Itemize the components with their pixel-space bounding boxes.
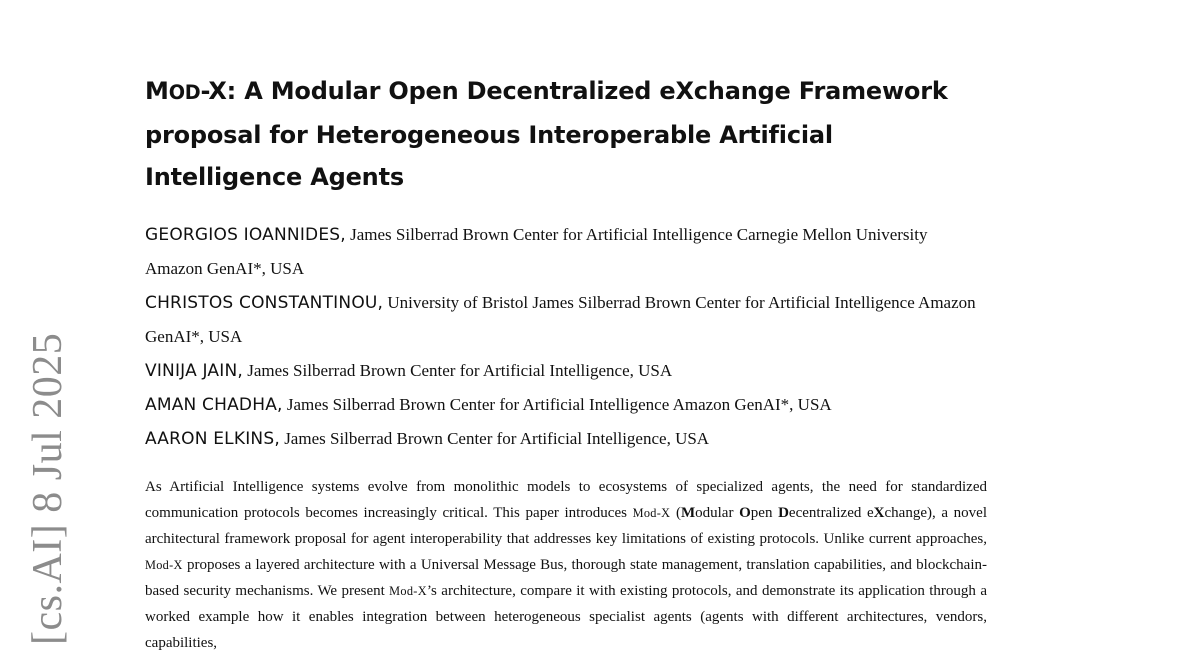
author-affiliation: James Silberrad Brown Center for Artificial Intelligence, USA xyxy=(243,361,673,380)
abstract-text: As Artificial Intelligence systems evolve from monolithic models to ecosystems of specialized agents, the need for standardized communication protocols becomes increasingly critical. This paper introduces xyxy=(145,479,987,521)
author-affiliation: James Silberrad Brown Center for Artificial Intelligence, USA xyxy=(279,429,710,448)
author-name: GEORGIOS IOANNIDES, xyxy=(145,225,346,245)
abstract-text: ecentralized e xyxy=(788,505,874,521)
abstract-text: odular xyxy=(695,505,740,521)
author-list xyxy=(145,218,987,456)
author-entry xyxy=(145,354,987,388)
acronym-letter: X xyxy=(873,505,885,521)
paper-page xyxy=(145,70,987,671)
title-rest: -X: A Modular Open Decentralized eXchange Framework proposal for Heterogeneous Interoperable Artificial Intelligence Agents xyxy=(145,77,948,191)
author-name: VINIJA JAIN, xyxy=(145,361,244,381)
author-entry xyxy=(145,388,987,422)
abstract-text: ), a novel architectural framework proposal for agent interoperability that addresses key limitations of existing protocols. Unlike current approaches, xyxy=(145,505,988,547)
abstract-paragraph xyxy=(145,474,987,656)
author-name: CHRISTOS CONSTANTINOU, xyxy=(145,293,384,313)
author-affiliation: James Silberrad Brown Center for Artificial Intelligence Amazon GenAI*, USA xyxy=(282,395,832,414)
acronym-letter: D xyxy=(778,505,789,521)
author-entry xyxy=(145,218,987,286)
modx-name: Mod-X xyxy=(632,506,671,520)
arxiv-identifier-stamp: [cs.AI] 8 Jul 2025 xyxy=(25,332,71,645)
abstract-text: ’s architecture, compare it with existing protocols, and demonstrate its application through a worked example how it enables integration between heterogeneous specialist agents (agents with different architectures, vendors, capabilities, xyxy=(145,583,987,651)
modx-name: Mod-X xyxy=(389,584,427,598)
abstract-text: ( xyxy=(670,505,681,521)
modx-name: Mod-X xyxy=(145,558,183,572)
title-smallcaps-m: M xyxy=(145,77,169,105)
author-entry xyxy=(145,286,987,354)
author-affiliation: James Silberrad Brown Center for Artificial Intelligence Carnegie Mellon University Amazon GenAI*, USA xyxy=(145,225,928,278)
abstract-text: change xyxy=(884,505,927,521)
acronym-letter: M xyxy=(680,505,696,521)
title-smallcaps-od: OD xyxy=(168,81,201,104)
abstract-text: proposes a layered architecture with a Universal Message Bus, thorough state management, translation capabilities, and blockchain-based security mechanisms. We present xyxy=(145,557,987,599)
acronym-letter: O xyxy=(739,505,751,521)
paper-title xyxy=(145,70,987,198)
abstract-text: pen xyxy=(750,505,779,521)
author-entry xyxy=(145,422,987,456)
author-name: AMAN CHADHA, xyxy=(145,395,283,415)
author-affiliation: University of Bristol James Silberrad Brown Center for Artificial Intelligence Amazon GenAI*, USA xyxy=(145,293,976,346)
author-name: AARON ELKINS, xyxy=(145,429,280,449)
